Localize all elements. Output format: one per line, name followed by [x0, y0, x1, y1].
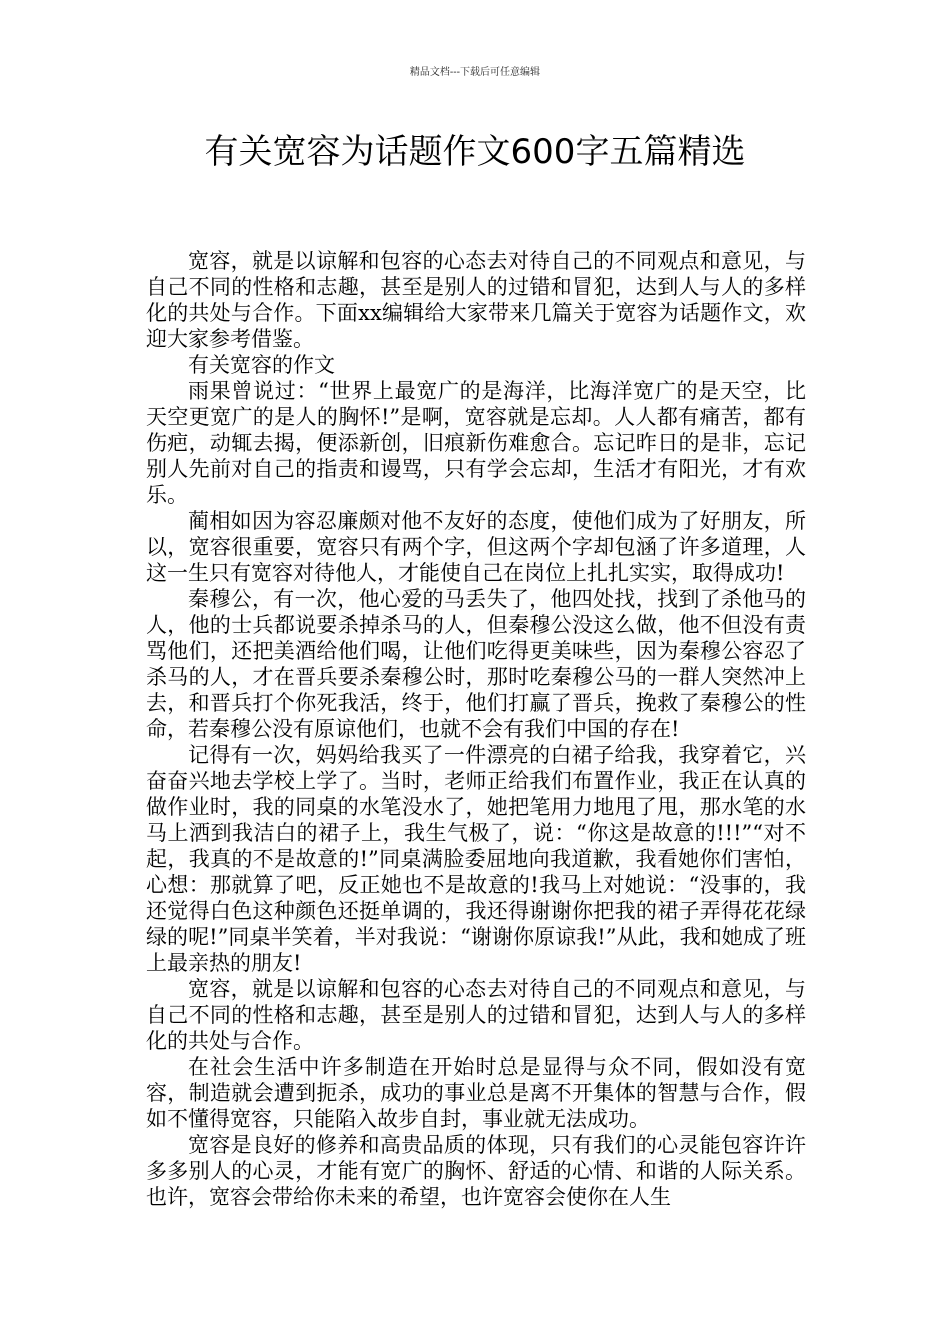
section-heading: 有关宽容的作文: [188, 353, 335, 377]
paragraph: 蔺相如因为容忍廉颇对他不友好的态度，使他们成为了好朋友，所以，宽容很重要，宽容只有两个字，但这两个字却包涵了许多道理，人这一生只有宽容对待他人，才能使自己在岗位上扎扎实实，取得成功!: [146, 509, 806, 585]
paragraph-intro: 宽容，就是以谅解和包容的心态去对待自己的不同观点和意见，与自己不同的性格和志趣，甚至是别人的过错和冒犯，达到人与人的多样化的共处与合作。下面xx编辑给大家带来几篇关于宽容为话题作文，欢迎大家参考借鉴。: [146, 249, 806, 351]
document-body: [146, 248, 806, 1210]
paragraph: 秦穆公，有一次，他心爱的马丢失了，他四处找，找到了杀他马的人，他的士兵都说要杀掉杀马的人，但秦穆公没这么做，他不但没有责骂他们，还把美酒给他们喝，让他们吃得更美味些，因为秦穆公容忍了杀马的人，才在晋兵要杀秦穆公时，那时吃秦穆公马的一群人突然冲上去，和晋兵打个你死我活，终于，他们打赢了晋兵，挽救了秦穆公的性命，若秦穆公没有原谅他们，也就不会有我们中国的存在!: [146, 587, 806, 741]
paragraph: 宽容，就是以谅解和包容的心态去对待自己的不同观点和意见，与自己不同的性格和志趣，甚至是别人的过错和冒犯，达到人与人的多样化的共处与合作。: [146, 977, 806, 1053]
paragraph: 在社会生活中许多制造在开始时总是显得与众不同，假如没有宽容，制造就会遭到扼杀，成功的事业总是离不开集体的智慧与合作，假如不懂得宽容，只能陷入故步自封，事业就无法成功。: [146, 1055, 806, 1131]
document-title: 有关宽容为话题作文600字五篇精选: [204, 132, 746, 172]
paragraph: 记得有一次，妈妈给我买了一件漂亮的白裙子给我，我穿着它，兴奋奋兴地去学校上学了。当时，老师正给我们布置作业，我正在认真的做作业时，我的同桌的水笔没水了，她把笔用力地甩了甩，那水笔的水马上洒到我洁白的裙子上，我生气极了，说：“你这是故意的!!!”“对不起，我真的不是故意的!”同桌满脸委屈地向我道歉，我看她你们害怕，心想：那就算了吧，反正她也不是故意的!我马上对她说：“没事的，我还觉得白色这种颜色还挺单调的，我还得谢谢你把我的裙子弄得花花绿绿的呢!”同桌半笑着，半对我说：“谢谢你原谅我!”从此，我和她成了班上最亲热的朋友!: [146, 743, 806, 975]
paragraph: 宽容是良好的修养和高贵品质的体现，只有我们的心灵能包容许许多多别人的心灵，才能有宽广的胸怀、舒适的心情、和谐的人际关系。也许，宽容会带给你未来的希望，也许宽容会使你在人生: [146, 1133, 806, 1209]
paragraph: 雨果曾说过：“世界上最宽广的是海洋，比海洋宽广的是天空，比天空更宽广的是人的胸怀!”是啊，宽容就是忘却。人人都有痛苦，都有伤疤，动辄去揭，便添新创，旧痕新伤难愈合。忘记昨日的是非，忘记别人先前对自己的指责和谩骂，只有学会忘却，生活才有阳光，才有欢乐。: [146, 379, 806, 507]
header-note: 精品文档---下载后可任意编辑: [409, 67, 541, 78]
